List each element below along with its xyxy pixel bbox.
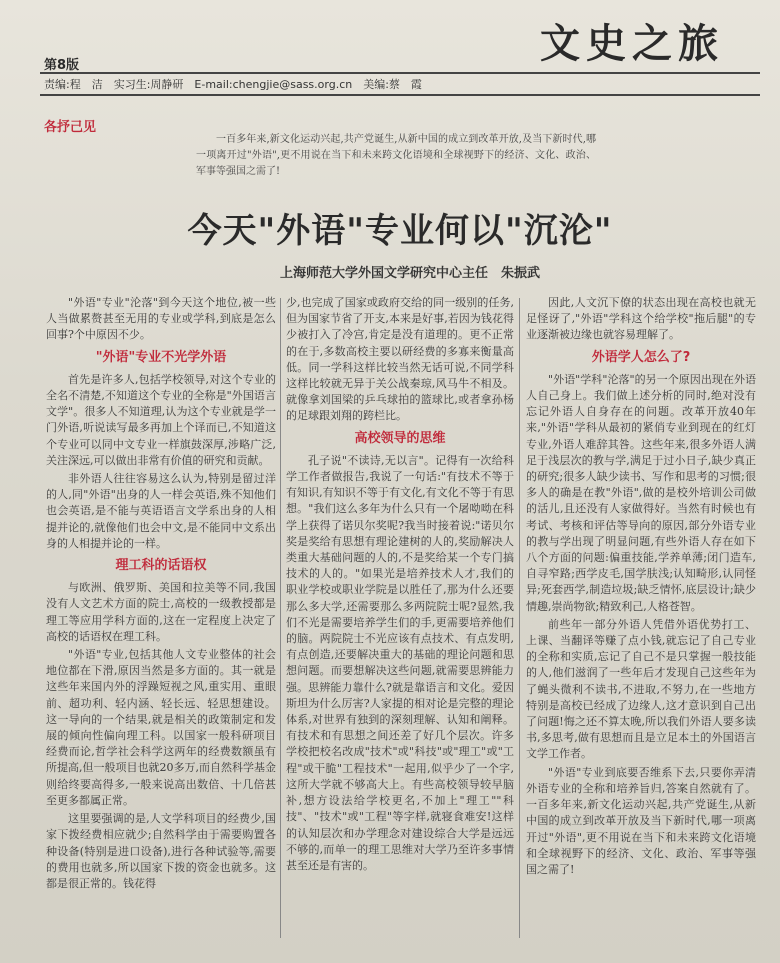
paragraph: 首先是许多人,包括学校领导,对这个专业的全名不清楚,不知道这个专业的全称是"外国语言文学"。很多人不知道理,认为这个专业就是学一门外语,听说读写最多再加上个译而已,不知道这个专业可以同中文专业一样旗鼓深厚,涉略广泛,关注深远,可以做出非常有价值的研究和贡献。 bbox=[46, 372, 276, 467]
paragraph: 孔子说"不读诗,无以言"。记得有一次给科学工作者做报告,我说了一句话:"有技术不等于有知识,有知识不等于有文化,有文化不等于有思想。"我们这么多年为什么只有一个屠呦呦在科学上获得了诺贝尔奖呢?我当时接着说:"诺贝尔奖是奖给有思想有理论建树的人的,奖励解决人类重大基础问题的人的,不是奖给某一个专门搞技术的人的。"如果光是培养技术人才,我们的职业学校或职业学院是以胜任了,那为什么还要那么多大学,还需要那么多两院院士呢?显然,我们不光是需要培养学生们的手,更需要培养他们的脑。两院院士不光应该有点技术、有点发明,有点创造,还要解决重大的基础的理论问题和思想问题。而要想解决这些问题,就需要思辨能力强。思辨能力靠什么?就是靠语言和文化。爱因斯坦为什么厉害?人家提的相对论是完整的理论体系,对世界有独到的深刻理解、认知和阐释。有技术和有思想之间还差了好几个层次。许多学校把校名改成"技术"或"科技"或"理工"或"工程"或干脆"工程技术"一起用,似乎少了一个字,这所大学就不够高大上。有些高校领导较早脑补,想方设法给学校更名,不加上"理工""科技"、"技术"或"工程"等字样,就寝食难安!这样的认知层次和办学理念对建设综合大学是远远不够的,而单一的理工思维对大学乃至许多事情甚至还是有害的。 bbox=[286, 453, 514, 872]
byline: 上海师范大学外国文学研究中心主任 朱振武 bbox=[279, 266, 540, 281]
subheading: 理工科的话语权 bbox=[115, 558, 207, 574]
paragraph: "外语"专业,包括其他人文专业整体的社会地位都在下滑,原因当然是多方面的。其一就是这些年来国内外的浮躁短视之风,重实用、重眼前、超功利、轻内涵、轻长远、轻思想建设。这一导向的一个结果,就是相关的政策制定和发展的倾向性偏向理工科。以国家一般科研项目经费而论,哲学社会科学这两年的经费数额虽有所提高,但一般项目也就20多万,而自然科学基金则给终要高得多,一般来说高出数倍、十几倍甚至更多都属正常。 bbox=[46, 648, 276, 807]
paragraph: 因此,人文沉下僚的状态出现在高校也就无足怪讶了,"外语"学科这个给学校"拖后腿"的专业逐渐被边缘也就容易理解了。 bbox=[526, 296, 756, 342]
paragraph: 少,也完成了国家或政府交给的同一级别的任务,但为国家节省了开支,本来是好事,若因为钱花得少被打入了冷宫,肯定是没有道理的。更不正常的在于,多数高校主要以研经费的多寡来衡量高低。同一学科这样比较当然无话可说,不同学科这样比较就无异于关公战秦琼,风马牛不相及。就像拿刘国梁的乒乓球拍的篮球比,或者拿孙杨的足球跟刘翔的跨栏比。 bbox=[286, 296, 514, 423]
masthead-rule-top bbox=[40, 72, 760, 74]
paragraph: 与欧洲、俄罗斯、美国和拉美等不同,我国没有人文艺术方面的院士,高校的一级教授都是理工等应用学科方面的,这在一定程度上决定了高校的话语权在理工科。 bbox=[46, 581, 276, 643]
article-column-1 bbox=[46, 295, 276, 945]
paragraph: 这里要强调的是,人文学科项目的经费少,国家下拨经费相应就少;自然科学由于需要购置各种设备(特别是进口设备),进行各种试验等,需要的费用也就多,所以国家下拨的资金也就多。这都是很正常的。钱花得 bbox=[46, 812, 276, 890]
section-title: 文史之旅 bbox=[540, 20, 724, 67]
subheading: 外语学人怎么了? bbox=[591, 349, 691, 365]
headline: 今天"外语"专业何以"沉沦" bbox=[187, 211, 613, 251]
subheading: 高校领导的思维 bbox=[354, 430, 446, 446]
subheading: "外语"专业不光学外语 bbox=[95, 349, 227, 365]
column-tag: 各抒己见 bbox=[44, 120, 97, 135]
paragraph: "外语"专业到底要否维系下去,只要你弄清外语专业的全称和培养旨归,答案自然就有了。一百多年来,新文化运动兴起,共产党诞生,从新中国的成立到改革开放及当下新时代,哪一项离开过"外语",更不用说在当下和未来跨文化语境和全球视野下的经济、文化、政治、军事等强国之需了! bbox=[526, 765, 756, 876]
page-number: 第8版 bbox=[44, 58, 80, 73]
editor-credits: 责编:程 洁 实习生:周静研 E-mail:chengjie@sass.org.cn 美编:蔡 霞 bbox=[44, 78, 422, 91]
paragraph: 非外语人往往容易这么认为,特别是留过洋的人,同"外语"出身的人一样会英语,殊不知他们也会英语,是不能与英语语言文学系出身的人相提并论的,就像他们也会中文,是不能同中文系出身的人相提并论的一样。 bbox=[46, 472, 276, 550]
paragraph: "外语"专业"沦落"到今天这个地位,被一些人当做累赘甚至无用的专业或学科,到底是怎么回事?个中原因不少。 bbox=[46, 296, 276, 342]
paragraph: "外语"学科"沦落"的另一个原因出现在外语人自己身上。我们做上述分析的同时,绝对没有忘记外语人自身存在的问题。改革开放40年来,"外语"学科从最初的紧俏专业到现在的红灯专业,外语人难辞其咎。这些年来,很多外语人满足于浅层次的教与学,满足于过小日子,缺少真正的研究;很多人缺少读书、写作和思考的习惯;很多人的确是在教"外语",做的是校外培训公司做的活儿,且还没有人家做得好。当然有时候也有考试、考核和评估等导向的原因,部分外语专业的教与学出现了明显问题,有些外语人存在如下八个方面的问题:偏重技能,学养单薄;闭门造车,自寻窄路;西学皮毛,国学肤浅;认知畸形,认同怪异;死套西学,制造垃圾;缺乏情怀,底层设计;缺少情趣,崇尚物欲;精致利己,人格苍智。 bbox=[526, 372, 756, 613]
column-divider bbox=[519, 298, 520, 938]
paragraph: 前些年一部分外语人凭借外语优势打工、上课、当翻译等赚了点小钱,就忘记了自己专业的全称和实质,忘记了自己不是只掌握一般技能的人,他们滋润了一些年后才发现自己这些年为了蝇头微利不读书,不进取,不努力,在一些地方特别是高校已经成了边缘人,这才意识到自己出了问题!悔之还不算太晚,所以我们外语人要多读书,多思考,做有思想而且是立足本土的外国语言文学工作者。 bbox=[526, 617, 756, 761]
masthead-rule-bottom bbox=[40, 94, 760, 96]
column-divider bbox=[280, 298, 281, 938]
article-column-2 bbox=[286, 295, 514, 945]
lead-paragraph: 一百多年来,新文化运动兴起,共产党诞生,从新中国的成立到改革开放,及当下新时代,哪一项离开过"外语",更不用说在当下和未来跨文化语境和全球视野下的经济、文化、政治、军事等强国之需了! bbox=[196, 134, 596, 177]
article-column-3 bbox=[526, 295, 756, 945]
